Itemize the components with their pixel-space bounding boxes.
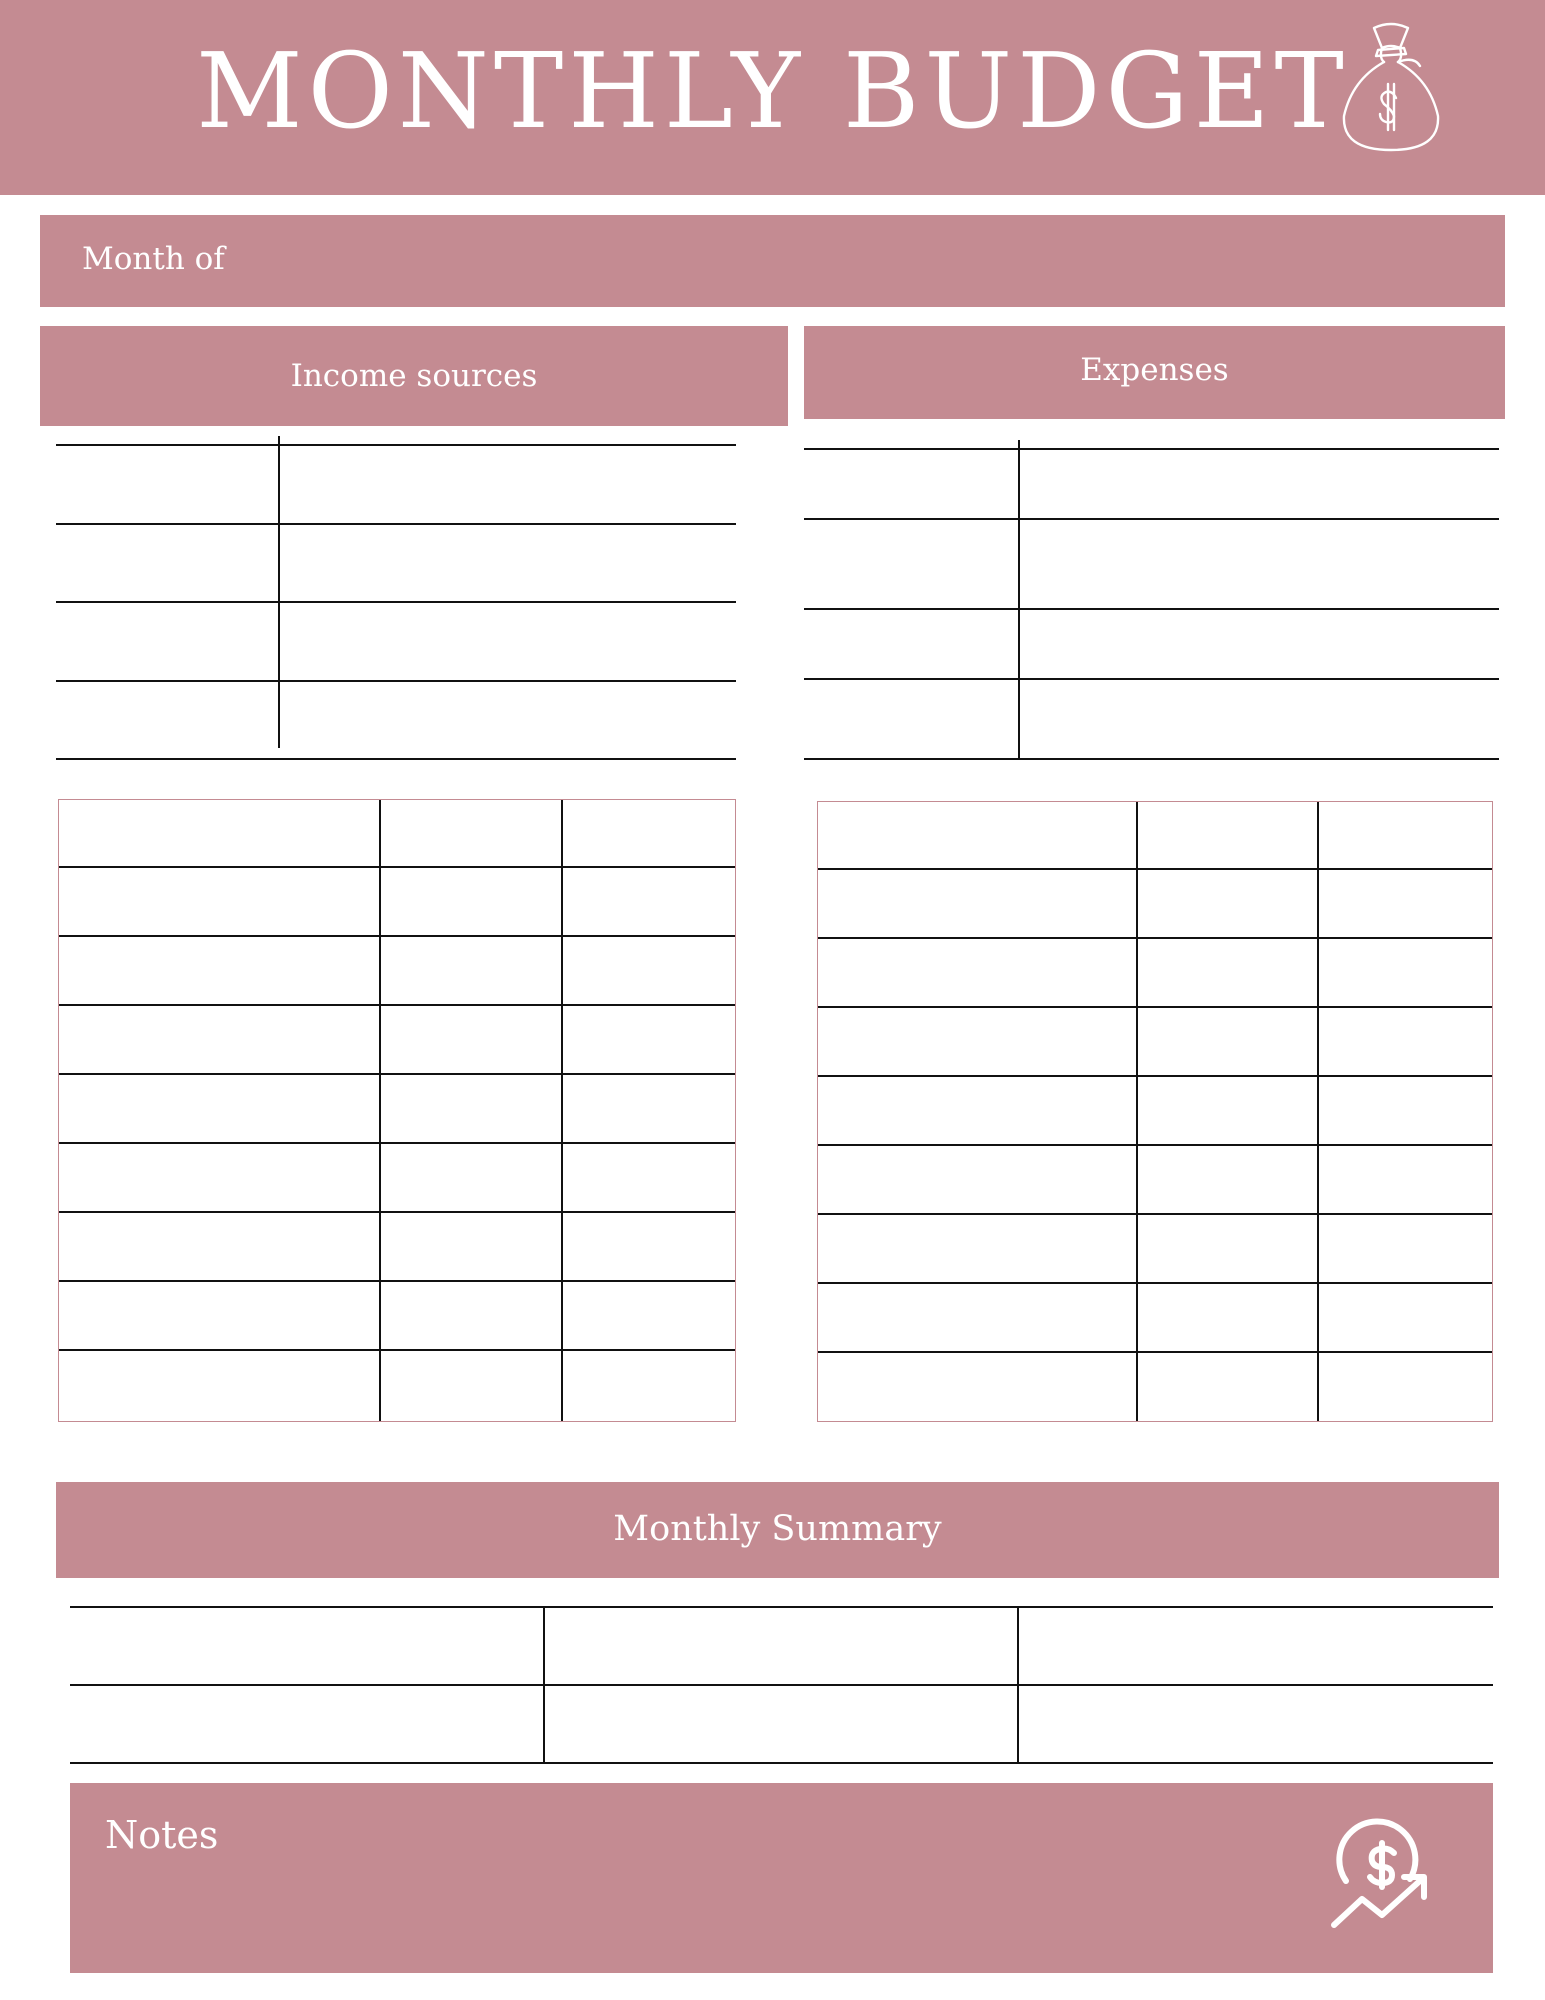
grid-rule	[59, 1004, 735, 1006]
expenses-grid[interactable]	[817, 801, 1493, 1422]
expense-category-cell[interactable]	[804, 450, 1018, 518]
grid-rule	[59, 1142, 735, 1144]
table-rule	[804, 608, 1499, 610]
grid-rule	[59, 935, 735, 937]
income-amount-cell[interactable]	[280, 446, 736, 523]
summary-cell[interactable]	[1019, 1608, 1493, 1684]
dollar-growth-icon	[1322, 1817, 1442, 1937]
grid-rule	[818, 1006, 1492, 1008]
page-title: MONTHLY BUDGET	[196, 30, 1349, 152]
notes-label: Notes	[105, 1813, 219, 1857]
table-rule	[56, 523, 736, 525]
grid-rule	[59, 866, 735, 868]
grid-rule	[818, 868, 1492, 870]
month-bar	[40, 215, 1505, 307]
summary-cell[interactable]	[70, 1608, 543, 1684]
grid-rule	[818, 1075, 1492, 1077]
income-header	[40, 326, 788, 426]
notes-box[interactable]	[70, 1783, 1493, 1973]
grid-divider	[1317, 802, 1319, 1421]
grid-rule	[818, 1144, 1492, 1146]
income-grid[interactable]	[58, 799, 736, 1422]
grid-rule	[818, 1213, 1492, 1215]
table-rule	[70, 1684, 1493, 1686]
title-banner	[0, 0, 1545, 195]
money-bag-icon	[1334, 18, 1448, 158]
grid-rule	[818, 1351, 1492, 1353]
table-rule	[56, 601, 736, 603]
grid-rule	[59, 1073, 735, 1075]
table-rule	[804, 678, 1499, 680]
grid-rule	[818, 1282, 1492, 1284]
expenses-header	[804, 326, 1505, 419]
income-title: Income sources	[290, 358, 538, 394]
grid-rule	[59, 1211, 735, 1213]
expense-amount-cell[interactable]	[1020, 450, 1499, 518]
table-rule	[56, 680, 736, 682]
month-label: Month of	[82, 241, 225, 277]
summary-title: Monthly Summary	[613, 1509, 942, 1549]
grid-divider	[561, 800, 563, 1421]
grid-rule	[59, 1280, 735, 1282]
grid-rule	[818, 937, 1492, 939]
summary-header	[56, 1482, 1499, 1578]
summary-cell[interactable]	[545, 1608, 1017, 1684]
grid-divider	[1136, 802, 1138, 1421]
grid-rule	[59, 1349, 735, 1351]
table-rule	[804, 758, 1499, 760]
table-rule	[70, 1762, 1493, 1764]
income-source-cell[interactable]	[56, 446, 278, 523]
grid-divider	[379, 800, 381, 1421]
expenses-title: Expenses	[1080, 352, 1229, 388]
table-rule	[56, 758, 736, 760]
table-rule	[804, 518, 1499, 520]
